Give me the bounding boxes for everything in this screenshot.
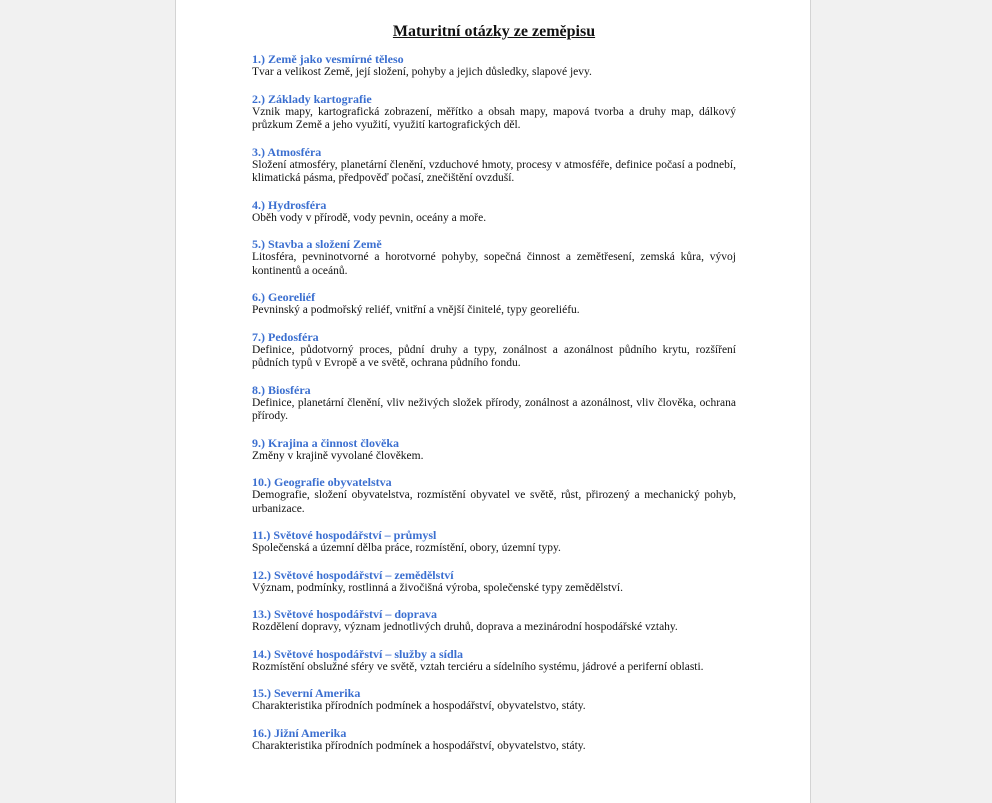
- question-text: Tvar a velikost Země, její složení, pohyby a jejich důsledky, slapové jevy.: [252, 66, 592, 78]
- question-item: [252, 476, 736, 516]
- question-heading: 3.) Atmosféra: [252, 144, 322, 159]
- question-text: Pevninský a podmořský reliéf, vnitřní a vnější činitelé, typy georeliéfu.: [252, 304, 580, 316]
- question-heading: 14.) Světové hospodářství – služby a sídla: [252, 646, 464, 661]
- question-heading: 10.) Geografie obyvatelstva: [252, 475, 392, 489]
- question-text: Rozdělení dopravy, význam jednotlivých druhů, doprava a mezinárodní hospodářské vztahy.: [252, 621, 678, 633]
- question-text: Demografie, složení obyvatelstva, rozmístění obyvatel ve světě, růst, přirozený a mechanický pohyb, urbanizace.: [252, 489, 736, 515]
- question-heading: 4.) Hydrosféra: [252, 197, 327, 212]
- page-content: [252, 22, 736, 766]
- question-item: [252, 199, 736, 226]
- question-item: [252, 146, 736, 186]
- document-title: Maturitní otázky ze zeměpisu: [392, 23, 596, 40]
- question-text: Změny v krajině vyvolané člověkem.: [252, 449, 424, 462]
- question-item: [252, 238, 736, 278]
- document-page: [175, 0, 811, 803]
- question-text: Společenská a územní dělba práce, rozmístění, obory, územní typy.: [252, 542, 561, 554]
- question-text: Litosféra, pevninotvorné a horotvorné pohyby, sopečná činnost a zemětřesení, zemská kůra, vývoj kontinentů a oceánů.: [252, 251, 736, 277]
- question-item: [252, 529, 736, 556]
- question-text: Vznik mapy, kartografická zobrazení, měřítko a obsah mapy, mapová tvorba a druhy map, dálkový průzkum Země a jeho využití, využití kartografických děl.: [252, 105, 736, 131]
- question-heading: 16.) Jižní Amerika: [252, 725, 347, 740]
- question-heading: 12.) Světové hospodářství – zemědělství: [252, 567, 454, 582]
- question-text: Složení atmosféry, planetární členění, vzduchové hmoty, procesy v atmosféře, definice počasí a podnebí, klimatická pásma, předpověď počasí, znečištění ovzduší.: [252, 158, 736, 184]
- question-heading: 7.) Pedosféra: [252, 329, 319, 344]
- question-item: [252, 648, 736, 675]
- question-heading: 1.) Země jako vesmírné těleso: [252, 52, 404, 66]
- question-item: [252, 727, 736, 754]
- question-heading: 15.) Severní Amerika: [252, 686, 361, 700]
- question-heading: 5.) Stavba a složení Země: [252, 237, 382, 251]
- question-text: Definice, půdotvorný proces, půdní druhy a typy, zonálnost a azonálnost půdního krytu, rozšíření půdních typů v Evropě a ve světě, ochrana půdního fondu.: [252, 343, 736, 369]
- question-text: Definice, planetární členění, vliv neživých složek přírody, zonálnost a azonálnost, vliv člověka, ochrana přírody.: [252, 396, 736, 422]
- question-item: [252, 331, 736, 371]
- question-heading: 11.) Světové hospodářství – průmysl: [252, 528, 437, 542]
- question-item: [252, 437, 736, 464]
- question-text: Rozmístění obslužné sféry ve světě, vztah terciéru a sídelního systému, jádrové a periferní oblasti.: [252, 660, 704, 673]
- question-item: [252, 608, 736, 635]
- question-text: Význam, podmínky, rostlinná a živočišná výroba, společenské typy zemědělství.: [252, 581, 623, 594]
- question-heading: 6.) Georeliéf: [252, 290, 316, 304]
- question-heading: 9.) Krajina a činnost člověka: [252, 435, 399, 450]
- question-item: [252, 687, 736, 714]
- question-heading: 13.) Světové hospodářství – doprava: [252, 607, 438, 621]
- question-text: Charakteristika přírodních podmínek a hospodářství, obyvatelstvo, státy.: [252, 739, 586, 752]
- question-item: [252, 384, 736, 424]
- question-item: [252, 53, 736, 80]
- question-heading: 2.) Základy kartografie: [252, 91, 372, 106]
- question-item: [252, 291, 736, 318]
- question-text: Oběh vody v přírodě, vody pevnin, oceány a moře.: [252, 211, 487, 224]
- question-heading: 8.) Biosféra: [252, 382, 311, 397]
- question-item: [252, 93, 736, 133]
- question-text: Charakteristika přírodních podmínek a hospodářství, obyvatelstvo, státy.: [252, 700, 586, 712]
- question-item: [252, 569, 736, 596]
